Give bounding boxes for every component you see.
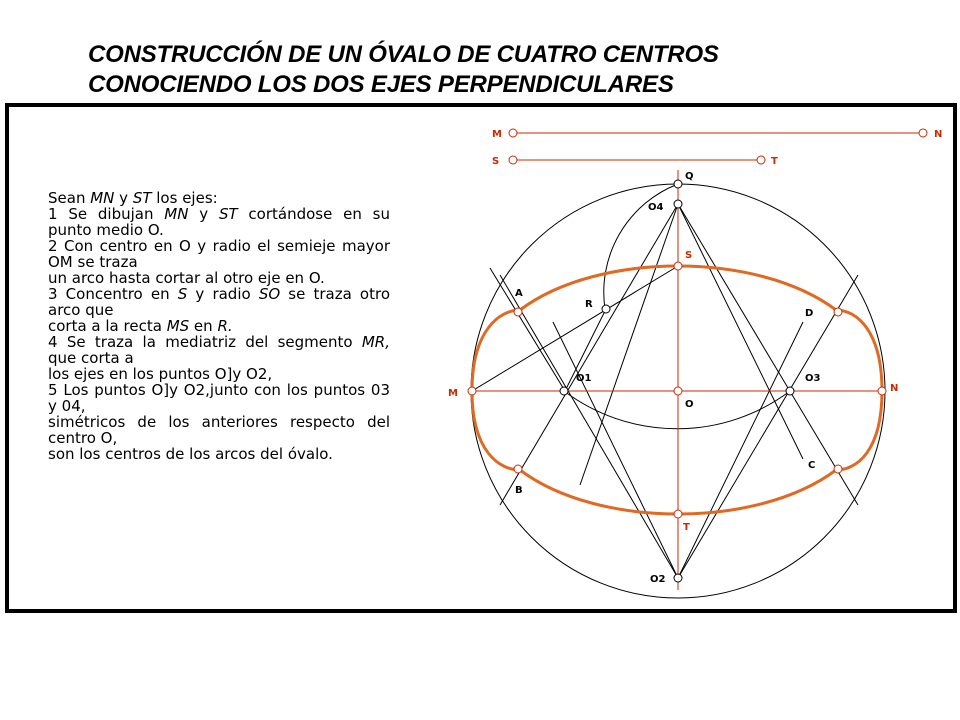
step-2b: un arco hasta cortar al otro eje en O.: [48, 269, 325, 287]
point-o2: [674, 574, 682, 582]
label-m: M: [448, 388, 458, 399]
label-t: T: [683, 522, 690, 533]
point-o4: [674, 200, 682, 208]
diagram-labels: [448, 129, 942, 585]
step-2a: 2 Con centro en O y radio el semieje mayor OM se traza: [48, 237, 390, 271]
line-o2-extended-right: [678, 322, 803, 578]
label-a: A: [515, 288, 523, 299]
step-1: 1 Se dibujan MN y ST cortándose en su punto medio O.: [48, 205, 390, 239]
label-o: O: [685, 399, 694, 410]
arc-center-o2-lower: [564, 391, 790, 429]
step-5a: 5 Los puntos O]y O2,junto con los puntos 03 y 04,: [48, 381, 390, 415]
step-5c: son los centros de los arcos del óvalo.: [48, 445, 333, 463]
point-c: [834, 465, 842, 473]
line-m-s: [472, 266, 678, 391]
point-q: [674, 180, 682, 188]
point-n-top: [919, 129, 927, 137]
point-m-top: [509, 129, 517, 137]
label-q: Q: [685, 171, 694, 182]
point-o: [674, 387, 682, 395]
title-line-1: CONSTRUCCIÓN DE UN ÓVALO DE CUATRO CENTROS: [88, 41, 719, 68]
line-o4-extended-right: [678, 204, 803, 459]
point-s-top: [509, 156, 517, 164]
label-s: S: [685, 250, 693, 261]
step-5b: simétricos de los anteriores respecto del centro O,: [48, 413, 390, 447]
step-3a: 3 Concentro en S y radio SO se traza otro arco que: [48, 285, 390, 319]
point-t-top: [757, 156, 765, 164]
point-o1: [560, 387, 568, 395]
label-r: R: [585, 299, 593, 310]
line-bisector-left: [490, 268, 565, 391]
step-4a: 4 Se traza la mediatriz del segmento MR, que corta a: [48, 333, 390, 367]
point-t: [674, 510, 682, 518]
point-s: [674, 262, 682, 270]
label-d: D: [805, 308, 814, 319]
line-o2-extended-left: [553, 322, 678, 578]
step-4b: los ejes en los puntos O]y O2,: [48, 365, 273, 383]
step-3b: corta a la recta MS en R.: [48, 317, 233, 335]
label-o4: O4: [648, 202, 664, 213]
point-a: [514, 308, 522, 316]
label-n: N: [890, 383, 899, 394]
point-o3: [786, 387, 794, 395]
label-o1: O1: [576, 373, 592, 384]
label-m-top: M: [492, 129, 502, 140]
label-t-top: T: [771, 156, 778, 167]
reference-axes: [509, 129, 927, 164]
label-s-top: S: [492, 156, 500, 167]
step-intro: Sean MN y ST los ejes:: [48, 189, 218, 207]
label-o2: O2: [650, 574, 666, 585]
label-n-top: N: [934, 129, 943, 140]
point-b: [514, 465, 522, 473]
point-d: [834, 308, 842, 316]
title-line-2: CONOCIENDO LOS DOS EJES PERPENDICULARES: [88, 71, 674, 98]
point-n: [878, 387, 886, 395]
label-o3: O3: [805, 373, 821, 384]
point-m: [468, 387, 476, 395]
line-o4-c: [678, 204, 858, 505]
label-c: C: [808, 460, 816, 471]
point-r: [602, 305, 610, 313]
arc-center-s: [604, 184, 678, 309]
label-b: B: [515, 485, 523, 496]
